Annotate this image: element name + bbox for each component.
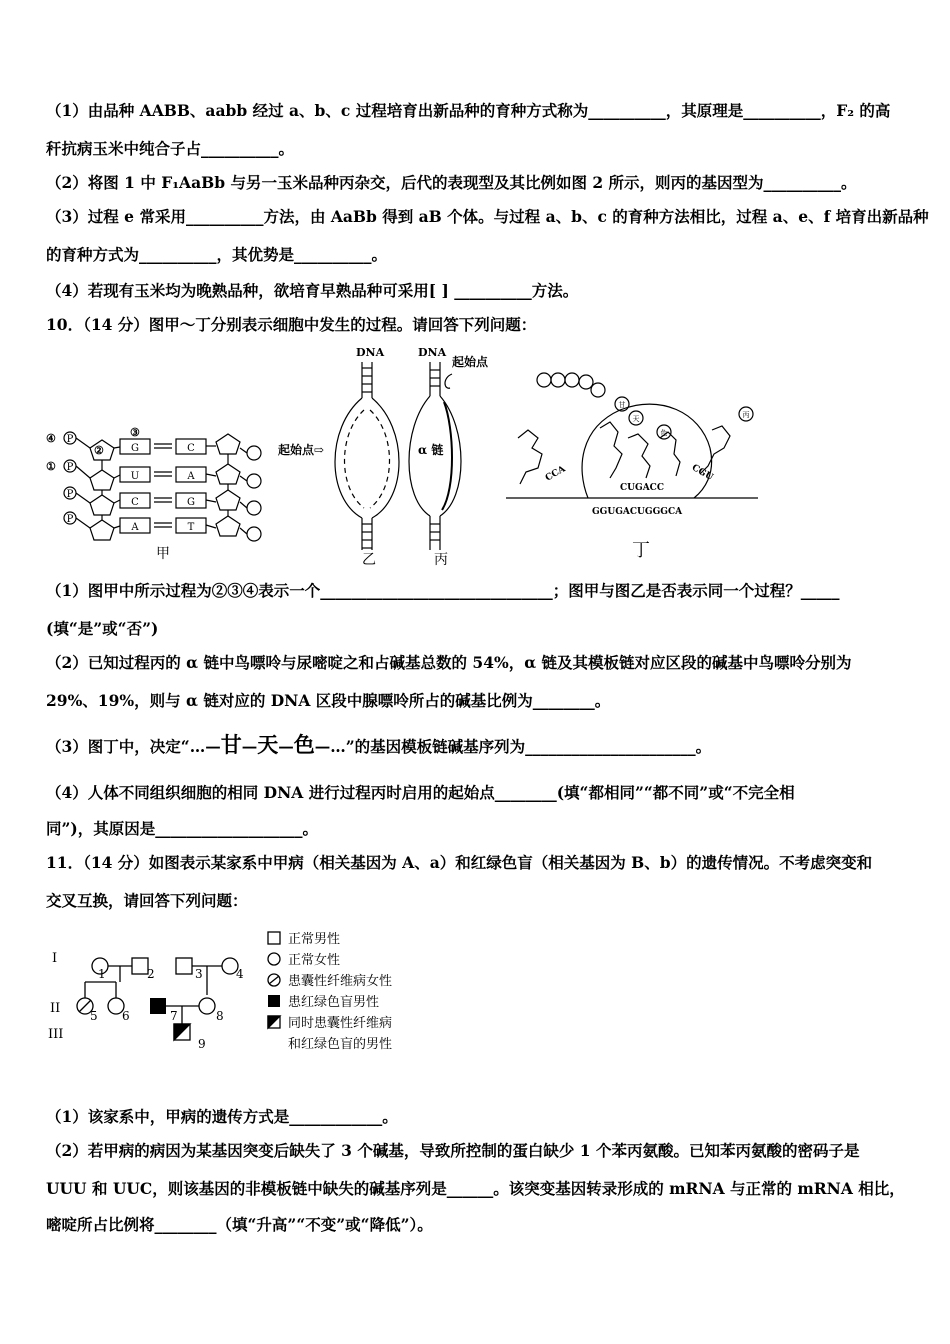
q10-q4-line2: 同”)，其原因是___________________。 — [46, 819, 318, 838]
label-c4: ④ — [46, 432, 56, 445]
legend-colorblind-male: 患红绿色盲男性 — [288, 995, 380, 1010]
dash-text: — — [241, 737, 258, 756]
q9-part4: （4）若现有玉米均为晚熟品种，欲培育早熟品种可采用[ ] __________方法。 — [46, 281, 579, 300]
label-c2: ② — [94, 444, 104, 457]
pedigree-number: 7 — [170, 1009, 178, 1023]
q11-q2-line1: （2）若甲病的病因为某基因突变后缺失了 3 个碱基，导致所控制的蛋白缺少 1 个苯丙氨酸。已知苯丙氨酸的密码子是 — [46, 1141, 860, 1160]
q10-q2-line1: （2）已知过程丙的 α 链中鸟嘌呤与尿嘧啶之和占碱基总数的 54%，α 链及其模板链对应区段的碱基中鸟嘌呤分别为 — [46, 653, 852, 672]
p-label: P — [66, 434, 74, 445]
q10-q2-line2: 29%、19%，则与 α 链对应的 DNA 区段中腺嘌呤所占的碱基比例为________。 — [46, 691, 611, 710]
amino-acid-gan: 甘 — [220, 732, 242, 757]
legend-cf-female: 患囊性纤维病女性 — [288, 974, 393, 989]
mrna-label: GGUGACUGGGCA — [592, 507, 683, 517]
alpha-label: α 链 — [418, 443, 444, 457]
q10-q1-line2: (填“是”或“否”) — [46, 619, 159, 638]
pedigree-figure — [40, 920, 440, 1070]
pedigree-number: 3 — [195, 967, 203, 981]
pedigree-number: 2 — [147, 967, 155, 981]
q11-stem-line1: 11．（14 分）如图表示某家系中甲病（相关基因为 A、a）和红绿色盲（相关基因为 B、b）的遗传情况。不考虑突变和 — [46, 853, 873, 872]
legend-normal-male: 正常男性 — [288, 932, 341, 947]
figure-bing — [409, 346, 489, 568]
q11-q2-line2: UUU 和 UUC，则该基因的非模板链中缺失的碱基序列是______。该突变基因转录形成的 mRNA 与正常的 mRNA 相比， — [46, 1179, 905, 1198]
label-bing: 丙 — [434, 552, 448, 568]
base-left: U — [130, 471, 140, 482]
q11-q1: （1）该家系中，甲病的遗传方式是____________。 — [46, 1107, 398, 1126]
q10-q3-suffix: —…”的基因模板链碱基序列为______________________。 — [314, 737, 712, 756]
p-label: P — [66, 489, 74, 500]
generation-label: III — [48, 1027, 64, 1042]
figure-jia — [46, 426, 261, 562]
dna-label: DNA — [418, 346, 447, 359]
pedigree-number: 1 — [98, 967, 106, 981]
codon-label: CUGACC — [620, 483, 665, 493]
p-label: P — [66, 462, 74, 473]
pedigree-number: 6 — [122, 1009, 130, 1023]
anticodon-label: CCA — [543, 464, 568, 484]
amino-acid: 天 — [632, 415, 640, 423]
base-right: C — [187, 443, 195, 454]
q9-part1-line2: 秆抗病玉米中纯合子占__________。 — [46, 139, 295, 158]
q11-q2-line3: 嘧啶所占比例将________（填“升高”“不变”或“降低”）。 — [46, 1215, 433, 1234]
base-right: T — [187, 522, 195, 533]
pedigree-number: 4 — [236, 967, 244, 981]
legend-normal-female: 正常女性 — [288, 953, 341, 968]
base-right: G — [187, 497, 195, 508]
dna-label: DNA — [356, 346, 385, 359]
q9-part1-line1: （1）由品种 AABB、aabb 经过 a、b、c 过程培育出新品种的育种方式称为__________，其原理是__________，F₂ 的高 — [46, 101, 891, 120]
q10-q3-prefix: （3）图丁中，决定“…— — [46, 737, 221, 756]
label-yi: 乙 — [362, 552, 376, 568]
q10-figure — [40, 338, 780, 570]
base-right: A — [187, 471, 195, 482]
origin-top-label: 起始点 — [452, 355, 489, 369]
base-left: C — [131, 497, 139, 508]
legend-both-male-line1: 同时患囊性纤维病 — [288, 1016, 393, 1031]
amino-acid-tian: 天 — [257, 732, 279, 757]
dash-text: — — [278, 737, 294, 756]
anticodon-label: CGU — [689, 462, 715, 483]
p-label: P — [66, 514, 74, 525]
amino-acid-se: 色 — [293, 732, 315, 757]
label-jia: 甲 — [156, 546, 170, 562]
generation-label: I — [52, 951, 58, 966]
amino-acid: 甘 — [618, 401, 626, 409]
q9-part3-line2: 的育种方式为__________，其优势是__________。 — [46, 245, 388, 264]
q9-part2: （2）将图 1 中 F₁AaBb 与另一玉米品种丙杂交，后代的表现型及其比例如图 2 所示，则丙的基因型为__________。 — [46, 173, 857, 192]
base-left: G — [131, 443, 139, 454]
q10-q1-line1: （1）图甲中所示过程为②③④表示一个______________________________；图甲与图乙是否表示同一个过程？_____ — [46, 581, 840, 600]
q11-stem-line2: 交叉互换，请回答下列问题： — [46, 891, 248, 910]
origin-left-label: 起始点⇨ — [278, 443, 325, 457]
label-c1: ① — [46, 460, 56, 473]
q10-q3 — [46, 734, 910, 758]
q10-q4-line1: （4）人体不同组织细胞的相同 DNA 进行过程丙时启用的起始点________(填“都相同”“都不同”或“不完全相 — [46, 783, 795, 802]
label-c3: ③ — [130, 426, 140, 439]
q9-part3-line1: （3）过程 e 常采用__________方法，由 AaBb 得到 aB 个体。与过程 a、b、c 的育种方法相比，过程 a、e、f 培育出新品种 — [46, 207, 929, 226]
label-ding: 丁 — [632, 540, 650, 561]
generation-labels — [48, 951, 63, 1042]
base-left: A — [131, 522, 139, 533]
generation-label: II — [50, 1001, 61, 1016]
amino-acid: 丙 — [742, 411, 750, 419]
figure-ding — [506, 373, 758, 561]
q10-stem: 10．（14 分）图甲～丁分别表示细胞中发生的过程。请回答下列问题： — [46, 315, 537, 334]
figure-yi — [278, 346, 399, 568]
legend-both-male-line2: 和红绿色盲的男性 — [288, 1037, 393, 1052]
pedigree-number: 9 — [198, 1037, 206, 1051]
pedigree-number: 5 — [90, 1009, 98, 1023]
pedigree-number: 8 — [216, 1009, 224, 1023]
amino-acid: 色 — [660, 429, 668, 437]
